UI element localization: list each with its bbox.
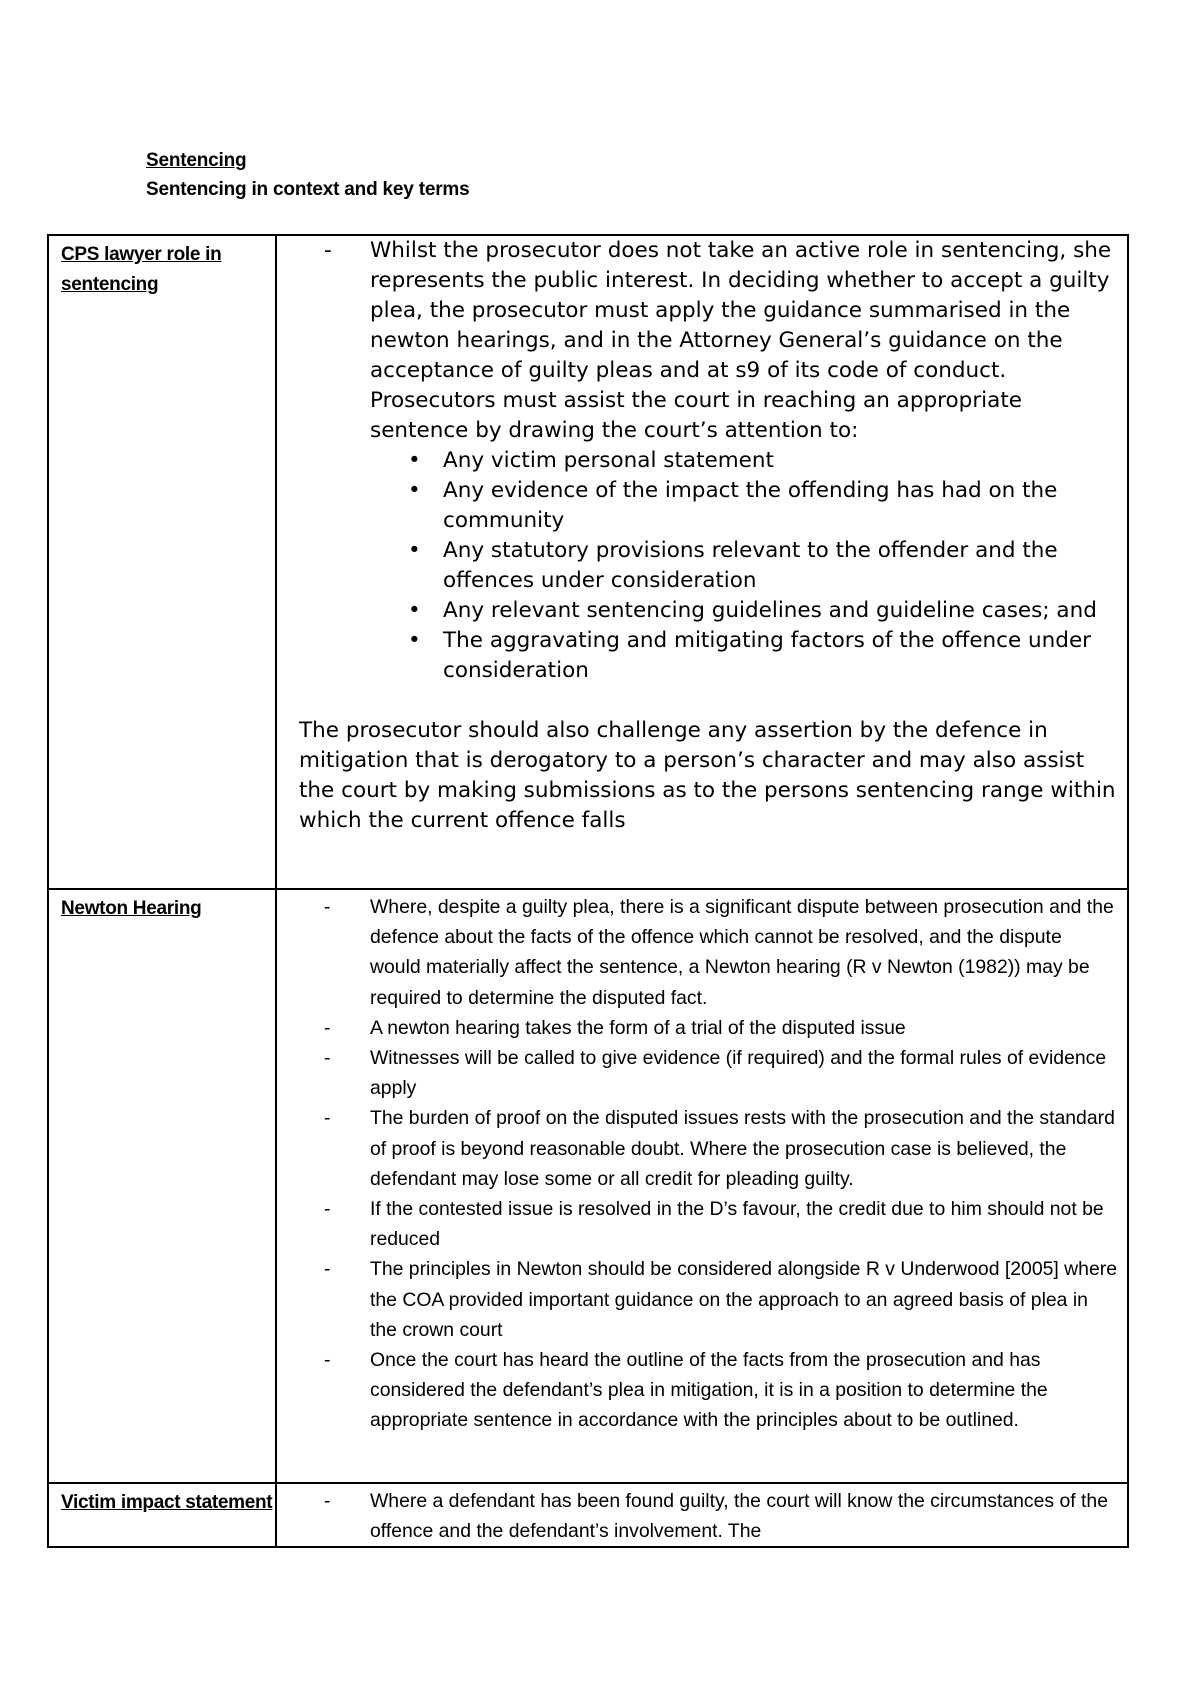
bullet-list bbox=[370, 446, 1117, 686]
bullet-item bbox=[370, 446, 1117, 476]
dash-marker: - bbox=[324, 896, 331, 918]
definition-cell bbox=[276, 1483, 1128, 1547]
bullet-item bbox=[370, 626, 1117, 686]
bullet-marker: • bbox=[408, 478, 421, 503]
bullet-marker: • bbox=[408, 628, 421, 653]
term-label: Newton Hearing bbox=[61, 898, 202, 919]
list-item bbox=[289, 1043, 1117, 1103]
list-item bbox=[289, 1013, 1117, 1043]
bullet-text: Any evidence of the impact the offending has had on the community bbox=[443, 478, 1058, 533]
table-row bbox=[48, 235, 1128, 889]
list-item bbox=[289, 1254, 1117, 1345]
dash-marker: - bbox=[324, 1107, 331, 1130]
dash-marker: - bbox=[324, 1258, 331, 1281]
list-item bbox=[289, 1345, 1117, 1436]
list-item bbox=[289, 236, 1117, 686]
list-item bbox=[289, 892, 1117, 1013]
dash-marker: - bbox=[324, 238, 332, 263]
bullet-item bbox=[370, 476, 1117, 536]
point-text: Witnesses will be called to give evidence (if required) and the formal rules of evidence apply bbox=[370, 1047, 1107, 1100]
bullet-marker: • bbox=[408, 538, 421, 563]
point-text: If the contested issue is resolved in the D’s favour, the credit due to him should not be reduced bbox=[370, 1198, 1104, 1251]
list-item bbox=[289, 1486, 1117, 1546]
key-terms-table bbox=[47, 234, 1129, 1548]
bullet-item bbox=[370, 536, 1117, 596]
intro-text: Whilst the prosecutor does not take an active role in sentencing, she represents the public interest. In deciding whether to accept a guilty plea, the prosecutor must apply the guidance summarised in the newton hearings, and in the Attorney General’s guidance on the acceptance of guilty pleas and at s9 of its code of conduct. Prosecutors must assist the court in reaching an appropriate sentence by drawing the court’s attention to: bbox=[370, 238, 1112, 443]
dash-marker: - bbox=[324, 1349, 331, 1372]
dash-marker: - bbox=[324, 1198, 331, 1221]
dash-marker: - bbox=[324, 1047, 331, 1070]
point-text: Where, despite a guilty plea, there is a significant dispute between prosecution and the defence about the facts of the offence which cannot be resolved, and the dispute would materially affect the sentence, a Newton hearing (R v Newton (1982)) may be required to determine the disputed fact. bbox=[370, 896, 1114, 1009]
dash-list bbox=[289, 892, 1117, 1436]
bullet-text: Any statutory provisions relevant to the offender and the offences under consideration bbox=[443, 538, 1058, 593]
definition-cell bbox=[276, 889, 1128, 1483]
term-label: CPS lawyer role in sentencing bbox=[61, 244, 222, 295]
closing-paragraph: The prosecutor should also challenge any assertion by the defence in mitigation that is derogatory to a person’s character and may also assist the court by making submissions as to the persons sentencing range within which the current offence falls bbox=[299, 718, 1116, 833]
list-item bbox=[289, 1194, 1117, 1254]
term-cell bbox=[48, 1483, 276, 1547]
bullet-text: The aggravating and mitigating factors of the offence under consideration bbox=[443, 628, 1092, 683]
point-text: The burden of proof on the disputed issues rests with the prosecution and the standard of proof is beyond reasonable doubt. Where the prosecution case is believed, the defendant may lose some or all credit for pleading guilty. bbox=[370, 1107, 1115, 1190]
table-row bbox=[48, 889, 1128, 1483]
term-cell bbox=[48, 235, 276, 889]
point-text: The principles in Newton should be considered alongside R v Underwood [2005] where the COA provided important guidance on the approach to an agreed basis of plea in the crown court bbox=[370, 1258, 1117, 1341]
term-cell bbox=[48, 889, 276, 1483]
bullet-marker: • bbox=[408, 448, 421, 473]
dash-list bbox=[289, 1486, 1117, 1546]
dash-marker: - bbox=[324, 1016, 331, 1039]
bullet-item bbox=[370, 596, 1117, 626]
point-text: Once the court has heard the outline of the facts from the prosecution and has considered the defendant’s plea in mitigation, it is in a position to determine the appropriate sentence in accordance with the principles about to be outlined. bbox=[370, 1349, 1048, 1432]
paragraph-gap bbox=[289, 686, 1117, 716]
term-label: Victim impact statement bbox=[61, 1492, 273, 1513]
table-row bbox=[48, 1483, 1128, 1547]
page-subtitle: Sentencing in context and key terms bbox=[146, 179, 470, 200]
dash-list bbox=[289, 236, 1117, 686]
dash-marker: - bbox=[324, 1490, 331, 1512]
definition-cell bbox=[276, 235, 1128, 889]
point-text: A newton hearing takes the form of a trial of the disputed issue bbox=[370, 1016, 906, 1039]
bullet-text: Any relevant sentencing guidelines and guideline cases; and bbox=[443, 598, 1097, 623]
bullet-text: Any victim personal statement bbox=[443, 448, 774, 473]
list-item bbox=[289, 1103, 1117, 1194]
point-text: Where a defendant has been found guilty, the court will know the circumstances of the offence and the defendant’s involvement. The bbox=[370, 1490, 1108, 1543]
bullet-marker: • bbox=[408, 598, 421, 623]
page-title: Sentencing bbox=[146, 150, 247, 171]
